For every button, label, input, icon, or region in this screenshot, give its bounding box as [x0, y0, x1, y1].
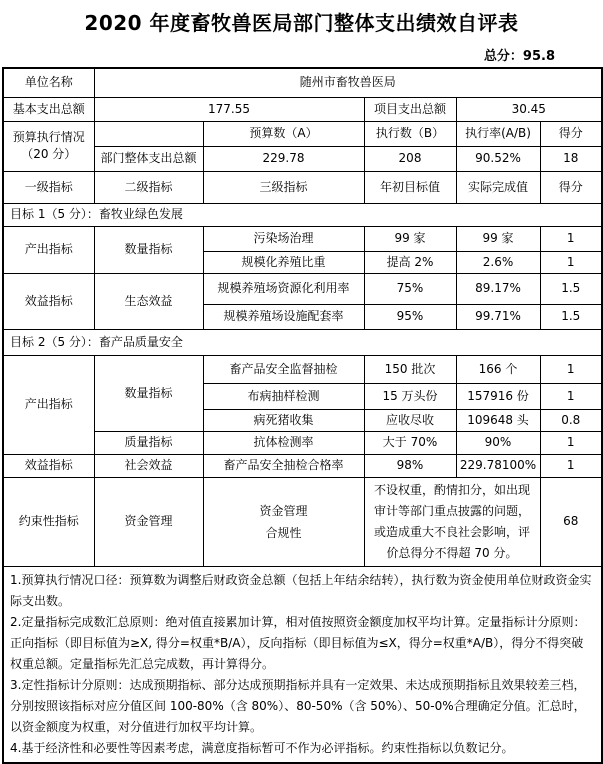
budget-exec-header-row [3, 121, 602, 146]
l3-cell: 布病抽样检测 [203, 383, 364, 409]
note-1: 1.预算执行情况口径：预算数为调整后财政资金总额（包括上年结余结转），执行数为资金使用单位财政资金实际支出数。 [10, 572, 592, 608]
budget-value: 229.78 [203, 146, 364, 171]
l3-cell: 抗体检测率 [203, 431, 364, 454]
note-4: 4.基于经济性和必要性等因素考虑，满意度指标暂可不作为必评指标。约束性指标以负数记分。 [10, 740, 514, 755]
indicator-row [3, 273, 602, 304]
target-cell: 75% [364, 273, 456, 304]
exec-value: 208 [364, 146, 456, 171]
l3-cell: 规模养殖场设施配套率 [203, 304, 364, 329]
l3-cell: 畜产品安全监督抽检 [203, 355, 364, 383]
basic-expense-label: 基本支出总额 [3, 97, 94, 121]
project-expense-label: 项目支出总额 [364, 97, 456, 121]
actual-cell: 2.6% [456, 251, 540, 273]
actual-cell: 99.71% [456, 304, 540, 329]
goal2-benefit-label: 效益指标 [3, 454, 94, 477]
goal2-title: 目标 2（5 分）：畜产品质量安全 [3, 329, 602, 355]
target-cell: 95% [364, 304, 456, 329]
page-title: 2020 年度畜牧兽医局部门整体支出绩效自评表 [84, 11, 519, 35]
constraint-l3-line2: 合规性 [265, 525, 302, 540]
goal2-quality-label: 质量指标 [94, 431, 203, 454]
actual-cell: 166 个 [456, 355, 540, 383]
goal1-eco-label: 生态效益 [94, 273, 203, 329]
l2-header: 二级指标 [94, 171, 203, 203]
target-header: 年初目标值 [364, 171, 456, 203]
rate-value: 90.52% [456, 146, 540, 171]
target-cell: 99 家 [364, 226, 456, 251]
goal1-quantity-label: 数量指标 [94, 226, 203, 273]
goal2-output-label: 产出指标 [3, 355, 94, 454]
constraint-l3-label [203, 477, 364, 566]
l1-header: 一级指标 [3, 171, 94, 203]
score-cell: 1 [540, 251, 602, 273]
note-2: 2.定量指标完成数汇总原则：绝对值直接累加计算，相对值按照资金额度加权平均计算。定量指标计分原则：正向指标（即目标值为≥X, 得分=权重*B/A），反向指标（即目标值为≤X，得分=权重*A/B），得分不得突破权重总额。定量指标先汇总完成数，再计算得分。 [10, 614, 586, 671]
budget-col-header: 预算数（A） [203, 121, 364, 146]
score-col-header: 得分 [540, 121, 602, 146]
unit-name-value: 随州市畜牧兽医局 [94, 68, 602, 97]
total-expense-label: 部门整体支出总额 [94, 146, 203, 171]
indicator-row [3, 454, 602, 477]
goal1-output-label: 产出指标 [3, 226, 94, 273]
l3-cell: 规模化养殖比重 [203, 251, 364, 273]
target-cell: 提高 2% [364, 251, 456, 273]
score-cell: 1 [540, 355, 602, 383]
actual-cell: 90% [456, 431, 540, 454]
notes-cell [3, 566, 602, 763]
actual-cell: 109648 头 [456, 409, 540, 431]
unit-name-label: 单位名称 [3, 68, 94, 97]
l3-header: 三级指标 [203, 171, 364, 203]
score-header: 得分 [540, 171, 602, 203]
actual-cell: 89.17% [456, 273, 540, 304]
constraint-target-text: 不设权重，酌情扣分，如出现审计等部门重点披露的问题，或造成重大不良社会影响，评价总得分不得超 70 分。 [364, 477, 540, 566]
target-cell: 150 批次 [364, 355, 456, 383]
notes-row [3, 566, 602, 763]
actual-header: 实际完成值 [456, 171, 540, 203]
l3-cell: 规模养殖场资源化利用率 [203, 273, 364, 304]
score-value: 18 [540, 146, 602, 171]
evaluation-table [2, 67, 603, 764]
l3-cell: 畜产品安全抽检合格率 [203, 454, 364, 477]
score-cell: 1 [540, 226, 602, 251]
expense-totals-row [3, 97, 602, 121]
empty-cell [94, 121, 203, 146]
basic-expense-value: 177.55 [94, 97, 364, 121]
actual-cell: 229.78100% [456, 454, 540, 477]
score-cell: 1.5 [540, 304, 602, 329]
total-score: 总分：95.8 [483, 49, 555, 64]
l3-cell: 病死猪收集 [203, 409, 364, 431]
score-cell: 0.8 [540, 409, 602, 431]
score-cell: 1 [540, 431, 602, 454]
score-cell: 1 [540, 454, 602, 477]
constraint-l1-label: 约束性指标 [3, 477, 94, 566]
goal1-title: 目标 1（5 分）：畜牧业绿色发展 [3, 203, 602, 226]
score-cell: 1.5 [540, 273, 602, 304]
target-cell: 98% [364, 454, 456, 477]
constraint-l3-line1: 资金管理 [259, 503, 308, 518]
target-cell: 15 万头份 [364, 383, 456, 409]
target-cell: 应收尽收 [364, 409, 456, 431]
goal2-quantity-label: 数量指标 [94, 355, 203, 431]
goal1-title-row [3, 203, 602, 226]
indicator-header-row [3, 171, 602, 203]
actual-cell: 157916 份 [456, 383, 540, 409]
unit-name-row [3, 68, 602, 97]
exec-col-header: 执行数（B） [364, 121, 456, 146]
indicator-row [3, 355, 602, 383]
goal2-title-row [3, 329, 602, 355]
constraint-l2-label: 资金管理 [94, 477, 203, 566]
actual-cell: 99 家 [456, 226, 540, 251]
indicator-row [3, 226, 602, 251]
note-3: 3.定性指标计分原则：达成预期指标、部分达成预期指标并具有一定效果、未达成预期指标且效果较差三档，分别按照该指标对应分值区间 100-80%（含 80%）、80-50%（含 50%）、50-0%合理确定分值。汇总时，以资金额度为权重，对分值进行加权平均计算。 [10, 677, 586, 734]
project-expense-value: 30.45 [456, 97, 602, 121]
budget-exec-label: 预算执行情况（20 分） [3, 121, 94, 171]
score-cell: 1 [540, 383, 602, 409]
l3-cell: 污染场治理 [203, 226, 364, 251]
rate-col-header: 执行率(A/B) [456, 121, 540, 146]
goal1-benefit-label: 效益指标 [3, 273, 94, 329]
goal2-social-label: 社会效益 [94, 454, 203, 477]
target-cell: 大于 70% [364, 431, 456, 454]
constraint-score: 68 [540, 477, 602, 566]
constraint-row [3, 477, 602, 566]
